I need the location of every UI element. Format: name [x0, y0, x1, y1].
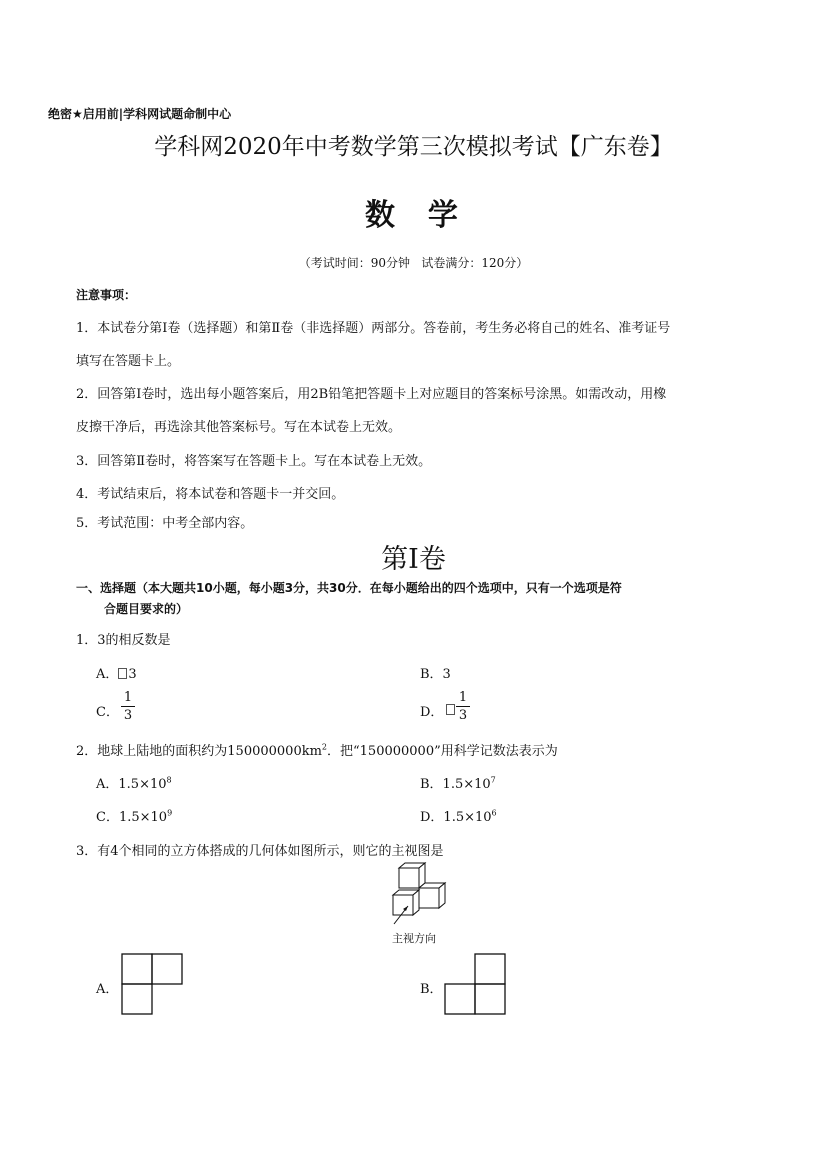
- note-line: 5．考试范围：中考全部内容。: [76, 516, 254, 531]
- note-line: 4．考试结束后，将本试卷和答题卡一并交回。: [76, 487, 345, 502]
- view-square: [475, 984, 505, 1014]
- q1-option-a-value: 3: [128, 667, 137, 682]
- missing-glyph-icon: [118, 668, 127, 679]
- view-square: [122, 984, 152, 1014]
- q2-stem: [76, 740, 558, 759]
- q1-option-a-label: A．: [96, 667, 119, 682]
- q1-option-c-fraction: [121, 690, 135, 723]
- note-line: 皮擦干净后，再选涂其他答案标号。写在本试卷上无效。: [76, 420, 402, 435]
- q2-option-b: [420, 773, 496, 792]
- cube-side-face: [439, 883, 445, 908]
- view-square: [122, 954, 152, 984]
- note-line: 1．本试卷分第Ⅰ卷（选择题）和第Ⅱ卷（非选择题）两部分。答卷前，考生务必将自己的姓名、准考证号: [76, 321, 671, 336]
- note-line: 2．回答第Ⅰ卷时，选出每小题答案后，用2B铅笔把答题卡上对应题目的答案标号涂黑。如需改动，用橡: [76, 387, 667, 402]
- exam-info: （考试时间：90分钟 试卷满分：120分）: [298, 256, 529, 270]
- q1-c-denominator: 3: [123, 708, 133, 723]
- q3-option-b-label: B．: [420, 982, 443, 997]
- fraction-bar: [456, 706, 470, 707]
- view-square: [445, 984, 475, 1014]
- q2-option-a: [96, 773, 172, 792]
- exam-title: 学科网2020年中考数学第三次模拟考试【广东卷】: [154, 134, 673, 160]
- section-heading: 一、选择题（本大题共10小题，每小题3分，共30分．在每小题给出的四个选项中，只有一个选项是符: [76, 581, 622, 595]
- q2-d-base: D．1.5×10: [420, 810, 492, 825]
- q1-d-denominator: 3: [458, 708, 468, 723]
- cube-front-face: [399, 868, 419, 888]
- q2-option-d: [420, 806, 497, 825]
- cube-front-face: [419, 888, 439, 908]
- q2-b-base: B．1.5×10: [420, 777, 491, 792]
- q1-c-numerator: 1: [123, 690, 133, 705]
- q1-stem: 1．3的相反数是: [76, 633, 171, 648]
- confidential-label: 绝密★启用前|学科网试题命制中心: [48, 107, 232, 121]
- q1-option-c-label: C．: [96, 705, 119, 720]
- subject-title: 数 学: [365, 198, 462, 233]
- view-square: [475, 954, 505, 984]
- q2-a-base: A．1.5×10: [96, 777, 167, 792]
- q2-c-base: C．1.5×10: [96, 810, 168, 825]
- q3-option-a-label: A．: [96, 982, 119, 997]
- missing-glyph-icon: [446, 704, 455, 715]
- cube-side-face: [413, 890, 419, 915]
- q1-option-d-label: D．: [420, 705, 444, 720]
- q2-stem-part1: 2．地球上陆地的面积约为150000000km: [76, 744, 322, 759]
- q1-d-numerator: 1: [458, 690, 468, 705]
- q2-stem-sup: 2: [321, 742, 328, 752]
- q2-b-exp: 7: [490, 775, 496, 785]
- figure-caption: 主视方向: [392, 932, 436, 945]
- q1-option-d-fraction: [456, 690, 470, 723]
- q3-stem: 3．有4个相同的立方体搭成的几何体如图所示，则它的主视图是: [76, 844, 444, 859]
- note-line: 3．回答第Ⅱ卷时，将答案写在答题卡上。写在本试卷上无效。: [76, 454, 432, 469]
- q1-option-a: [96, 663, 137, 682]
- note-line: 填写在答题卡上。: [76, 354, 181, 369]
- q2-option-c: [96, 806, 172, 825]
- notes-title: 注意事项：: [76, 288, 137, 302]
- fraction-bar: [121, 706, 135, 707]
- q3-option-b-figure: [444, 953, 508, 1015]
- section-heading-cont: 合题目要求的）: [104, 602, 189, 616]
- cube-figure: [382, 862, 462, 928]
- q2-a-exp: 8: [166, 775, 172, 785]
- part-title: 第Ⅰ卷: [381, 544, 446, 575]
- q2-c-exp: 9: [167, 808, 173, 818]
- q2-stem-part2: ．把“150000000”用科学记数法表示为: [327, 744, 558, 759]
- q1-option-b: B．3: [420, 667, 451, 682]
- q2-d-exp: 6: [491, 808, 497, 818]
- q3-option-a-figure: [121, 953, 185, 1015]
- view-square: [152, 954, 182, 984]
